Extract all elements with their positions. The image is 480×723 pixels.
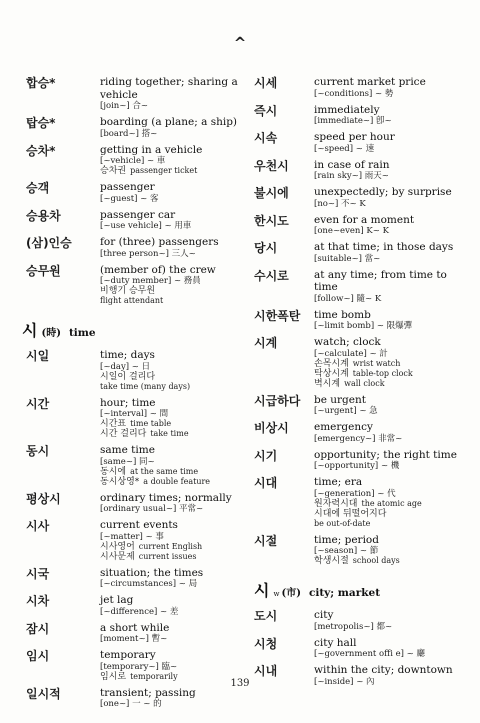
entry-etymology: [ordinary usual~] 平常~ <box>100 504 204 514</box>
entry-etymology: [~duty member] ~ 務員 <box>100 276 201 286</box>
dictionary-entry <box>254 309 468 332</box>
dictionary-entry <box>22 444 244 487</box>
entry-headword: 수시로 <box>254 268 289 283</box>
entry-etymology: [follow~] 隨~ K <box>314 293 382 304</box>
dictionary-entry <box>22 181 244 204</box>
dictionary-entry <box>22 349 244 392</box>
dictionary-entry <box>254 186 468 209</box>
dictionary-entry <box>22 649 244 682</box>
entry-headword: 잠시 <box>26 621 50 636</box>
example-korean: 탁상시계 <box>314 368 349 379</box>
entry-headword: 한시도 <box>254 213 289 228</box>
entry-definition <box>314 534 468 567</box>
right-entries-top <box>254 76 468 566</box>
dictionary-entry <box>254 449 468 472</box>
entry-example <box>100 166 244 176</box>
entry-definition <box>314 186 468 209</box>
entry-gloss: at that time; in those days <box>314 241 454 253</box>
entry-etymology: [~generation] ~ 代 <box>314 488 396 499</box>
example-english: take time (many days) <box>100 381 191 391</box>
entry-headword: 시계 <box>254 336 278 350</box>
entry-headword: 시간 <box>26 396 50 411</box>
example-english: current English <box>138 541 203 551</box>
entry-headword: 시대 <box>254 476 278 490</box>
example-english: wrist watch <box>352 358 401 368</box>
entry-example <box>314 369 468 379</box>
entry-example <box>100 429 244 439</box>
dictionary-entry <box>254 104 468 127</box>
entry-headword: 시한폭탄 <box>254 308 301 323</box>
entry-gloss: (member of) the crew <box>100 263 216 276</box>
entry-definition <box>100 519 244 562</box>
example-korean: 시사영어 <box>100 541 135 552</box>
section-symbol: 시 <box>254 581 270 600</box>
entry-etymology: [one~even] K~ K <box>314 226 389 236</box>
entry-definition <box>314 159 468 182</box>
entry-etymology: [~speed] ~ 速 <box>314 143 375 154</box>
entry-etymology: [~opportunity] ~ 機 <box>314 461 400 471</box>
right-entries-bottom <box>254 609 468 687</box>
section-symbol: 시 <box>22 321 38 340</box>
entry-etymology: [metropolis~] 都~ <box>314 621 393 632</box>
example-korean: 승차권 <box>100 166 127 176</box>
entry-headword: 우천시 <box>254 158 289 173</box>
dictionary-entry <box>254 131 468 154</box>
entry-gloss: emergency <box>314 421 373 433</box>
entry-etymology: [rain sky~] 雨天~ <box>314 171 389 181</box>
example-english: wall clock <box>344 378 385 388</box>
example-english: table-top clock <box>352 368 413 378</box>
entry-definition <box>100 492 244 515</box>
entry-headword: 승차* <box>26 143 56 158</box>
example-english: a double feature <box>143 476 211 486</box>
entry-definition <box>314 336 468 389</box>
example-korean: 손목시계 <box>314 358 349 369</box>
entry-gloss: time; days <box>100 349 155 361</box>
entry-etymology: [~calculate] ~ 計 <box>314 348 388 359</box>
example-english: temporarily <box>130 671 178 681</box>
entry-gloss: opportunity; the right time <box>314 448 457 461</box>
entry-example <box>100 286 244 296</box>
entry-definition <box>100 349 244 392</box>
entry-gloss: boarding (a plane; a ship) <box>100 116 238 128</box>
entry-example <box>100 477 244 487</box>
example-english: current issues <box>138 551 197 561</box>
example-korean: 벽시계 <box>314 378 341 389</box>
dictionary-entry <box>22 144 244 177</box>
entry-etymology: [immediate~] 卽~ <box>314 116 392 126</box>
entry-headword: 탑승* <box>26 116 56 130</box>
entry-example <box>100 382 244 392</box>
entry-definition <box>314 241 468 264</box>
entry-headword: 시속 <box>254 131 278 145</box>
entry-gloss: temporary <box>100 649 156 661</box>
entry-example <box>100 552 244 562</box>
dictionary-entry <box>254 609 468 632</box>
entry-gloss: jet lag <box>100 594 134 606</box>
dictionary-entry <box>254 534 468 567</box>
entry-definition <box>100 181 244 204</box>
entry-gloss: city <box>314 609 334 621</box>
entry-headword: 당시 <box>254 241 278 255</box>
entry-definition <box>100 236 244 259</box>
entry-etymology: [temporary~] 臨~ <box>100 661 178 672</box>
entry-definition <box>100 397 244 440</box>
example-english: time table <box>130 419 172 428</box>
entry-headword: 시기 <box>254 448 278 463</box>
dictionary-entry <box>22 264 244 307</box>
dictionary-entry <box>22 209 244 232</box>
entry-headword: 시급하다 <box>254 393 301 408</box>
entry-example <box>100 467 244 477</box>
entry-gloss: riding together; sharing a vehicle <box>100 76 238 101</box>
example-english: the atomic age <box>361 498 422 508</box>
example-english: passenger ticket <box>130 166 198 175</box>
entry-example <box>314 499 468 509</box>
entry-gloss: even for a moment <box>314 213 415 226</box>
entry-etymology: [~season] ~ 節 <box>314 546 379 556</box>
entry-gloss: city hall <box>314 636 357 649</box>
entry-etymology: [moment~] 暫~ <box>100 634 168 644</box>
entry-gloss: current events <box>100 519 178 531</box>
entry-headword: 시내 <box>254 664 278 678</box>
entry-gloss: passenger car <box>100 208 176 221</box>
entry-gloss: hour; time <box>100 396 156 409</box>
left-entries-bottom <box>22 349 244 709</box>
entry-definition <box>314 449 468 472</box>
entry-definition <box>100 649 244 682</box>
entry-etymology: [~guest] ~ 客 <box>100 193 159 204</box>
entry-headword: 즉시 <box>254 103 278 118</box>
section-meaning: city; market <box>308 587 381 599</box>
example-korean: 시간 걸리다 <box>100 429 147 439</box>
entry-example <box>314 359 468 369</box>
dictionary-entry <box>254 336 468 389</box>
page-number: 139 <box>230 678 250 689</box>
entry-etymology: [~interval] ~ 間 <box>100 409 169 419</box>
example-korean: 시대에 뒤떨어지다 <box>314 508 387 519</box>
dictionary-entry <box>254 637 468 660</box>
entry-headword: (삼)인승 <box>26 236 72 250</box>
entry-gloss: transient; passing <box>100 686 196 699</box>
entry-gloss: ordinary times; normally <box>100 491 232 504</box>
entry-etymology: [emergency~] 非常~ <box>314 433 403 444</box>
page-header-mark: ^ <box>233 34 247 52</box>
dictionary-entry <box>254 76 468 99</box>
entry-example <box>314 556 468 566</box>
example-korean: 시간표 <box>100 419 127 429</box>
entry-headword: 승무원 <box>26 263 61 278</box>
entry-gloss: within the city; downtown <box>314 664 453 676</box>
entry-definition <box>314 269 468 304</box>
dictionary-entry <box>22 519 244 562</box>
example-english: school days <box>352 556 400 565</box>
entry-etymology: [no~] 不~ K <box>314 198 366 209</box>
entry-definition <box>314 104 468 127</box>
entry-gloss: speed per hour <box>314 131 395 143</box>
dictionary-entry <box>22 567 244 590</box>
entry-example <box>100 542 244 552</box>
entry-etymology: [suitable~] 當~ <box>314 253 381 264</box>
entry-gloss: watch; clock <box>314 336 381 348</box>
entry-definition <box>314 394 468 417</box>
entry-etymology: [same~] 同~ <box>100 456 155 467</box>
entry-definition <box>314 637 468 660</box>
entry-etymology: [~conditions] ~ 勢 <box>314 88 394 99</box>
dictionary-entry <box>22 76 244 111</box>
entry-gloss: same time <box>100 444 155 456</box>
entry-gloss: for (three) passengers <box>100 236 219 248</box>
entry-headword: 동시 <box>26 444 50 458</box>
entry-headword: 승객 <box>26 181 50 195</box>
entry-definition <box>314 214 468 237</box>
entry-gloss: passenger <box>100 181 155 193</box>
entry-headword: 임시 <box>26 649 50 663</box>
entry-headword: 시세 <box>254 76 278 90</box>
dictionary-entry <box>254 269 468 304</box>
entry-definition <box>314 131 468 154</box>
entry-etymology: [~inside] ~ 內 <box>314 676 375 687</box>
entry-headword: 시사 <box>26 519 50 533</box>
example-english: at the same time <box>130 466 199 476</box>
entry-definition <box>100 622 244 645</box>
entry-example <box>314 379 468 389</box>
entry-etymology: [one~] 一 ~ 的 <box>100 699 162 709</box>
entry-headword: 합승* <box>26 76 56 90</box>
entry-gloss: at any time; from time to time <box>314 268 447 293</box>
entry-example <box>100 419 244 429</box>
entry-definition <box>100 76 244 111</box>
dictionary-entry <box>254 421 468 444</box>
section-meaning: time <box>68 327 96 339</box>
entry-headword: 평상시 <box>26 491 61 506</box>
section-superscript: w <box>273 590 280 598</box>
entry-gloss: in case of rain <box>314 158 390 171</box>
entry-gloss: unexpectedly; by surprise <box>314 186 452 198</box>
section-hanja: (時) <box>41 328 61 339</box>
entry-example <box>314 509 468 519</box>
example-korean: 시사문제 <box>100 551 135 562</box>
entry-headword: 시국 <box>26 566 50 581</box>
example-korean: 동시에 <box>100 466 127 477</box>
entry-gloss: situation; the times <box>100 566 204 579</box>
entry-example <box>100 372 244 382</box>
entry-definition <box>314 609 468 632</box>
entry-gloss: getting in a vehicle <box>100 143 203 156</box>
entry-gloss: time bomb <box>314 308 371 321</box>
entry-gloss: current market price <box>314 76 426 88</box>
entry-gloss: time; period <box>314 533 379 546</box>
entry-etymology: [~vehicle] ~ 車 <box>100 156 166 166</box>
entry-headword: 시절 <box>254 533 278 548</box>
example-korean: 동시상영* <box>100 476 140 487</box>
entry-gloss: a short while <box>100 621 170 634</box>
entry-gloss: time; era <box>314 476 363 488</box>
dictionary-entry <box>254 476 468 529</box>
section-hanja: (市) <box>281 588 301 599</box>
entry-etymology: [~limit bomb] ~ 限爆彈 <box>314 321 413 331</box>
example-korean: 원자력시대 <box>314 498 358 509</box>
entry-headword: 일시적 <box>26 686 61 701</box>
entry-etymology: [~use vehicle] ~ 用車 <box>100 221 192 231</box>
entry-etymology: [board~] 搭~ <box>100 128 158 139</box>
entry-definition <box>314 476 468 529</box>
dictionary-entry <box>254 214 468 237</box>
entry-etymology: [~day] ~ 日 <box>100 361 151 372</box>
dictionary-entry <box>22 594 244 617</box>
entry-definition <box>100 567 244 590</box>
entry-definition <box>100 116 244 139</box>
entry-gloss: immediately <box>314 103 380 116</box>
entry-etymology: [~circumstances] ~ 局 <box>100 579 198 589</box>
entry-etymology: [~government offi e] ~ 廳 <box>314 649 425 659</box>
entry-definition <box>100 264 244 307</box>
example-english: take time <box>150 429 189 438</box>
entry-headword: 비상시 <box>254 421 289 435</box>
entry-headword: 시청 <box>254 636 278 651</box>
dictionary-entry <box>22 687 244 710</box>
dictionary-entry <box>254 159 468 182</box>
example-english: flight attendant <box>100 296 164 305</box>
entry-definition <box>314 76 468 99</box>
section-heading-time <box>22 318 244 341</box>
entry-headword: 불시에 <box>254 186 289 200</box>
right-column <box>254 76 468 692</box>
dictionary-entry <box>22 397 244 440</box>
dictionary-entry <box>22 116 244 139</box>
dictionary-entry <box>22 236 244 259</box>
entry-headword: 승용차 <box>26 208 61 223</box>
dictionary-entry <box>22 622 244 645</box>
entry-definition <box>100 144 244 177</box>
entry-etymology: [~matter] ~ 事 <box>100 531 164 542</box>
entry-etymology: [three person~] 三人~ <box>100 248 196 259</box>
entry-definition <box>100 444 244 487</box>
entry-etymology: [~difference] ~ 差 <box>100 606 179 617</box>
entry-etymology: [join~] 合~ <box>100 101 149 111</box>
entry-headword: 시차 <box>26 594 50 608</box>
dictionary-entry <box>22 492 244 515</box>
entry-headword: 도시 <box>254 609 278 623</box>
dictionary-entry <box>254 241 468 264</box>
entry-definition <box>100 594 244 617</box>
left-column <box>22 76 244 714</box>
section-heading-city <box>254 578 468 601</box>
entry-etymology: [~urgent] ~ 急 <box>314 406 378 416</box>
dictionary-entry <box>254 394 468 417</box>
left-entries-top <box>22 76 244 306</box>
example-korean: 시일이 걸리다 <box>100 371 156 382</box>
entry-example <box>100 296 244 306</box>
entry-example <box>314 519 468 529</box>
entry-gloss: be urgent <box>314 393 366 406</box>
example-korean: 임시로 <box>100 671 127 682</box>
entry-definition <box>100 209 244 232</box>
entry-definition <box>314 421 468 444</box>
example-english: be out-of-date <box>314 518 371 528</box>
entry-definition <box>100 687 244 710</box>
entry-headword: 시일 <box>26 349 50 363</box>
example-korean: 비행기 승무원 <box>100 286 156 296</box>
example-korean: 학생시절 <box>314 556 349 566</box>
entry-definition <box>314 309 468 332</box>
